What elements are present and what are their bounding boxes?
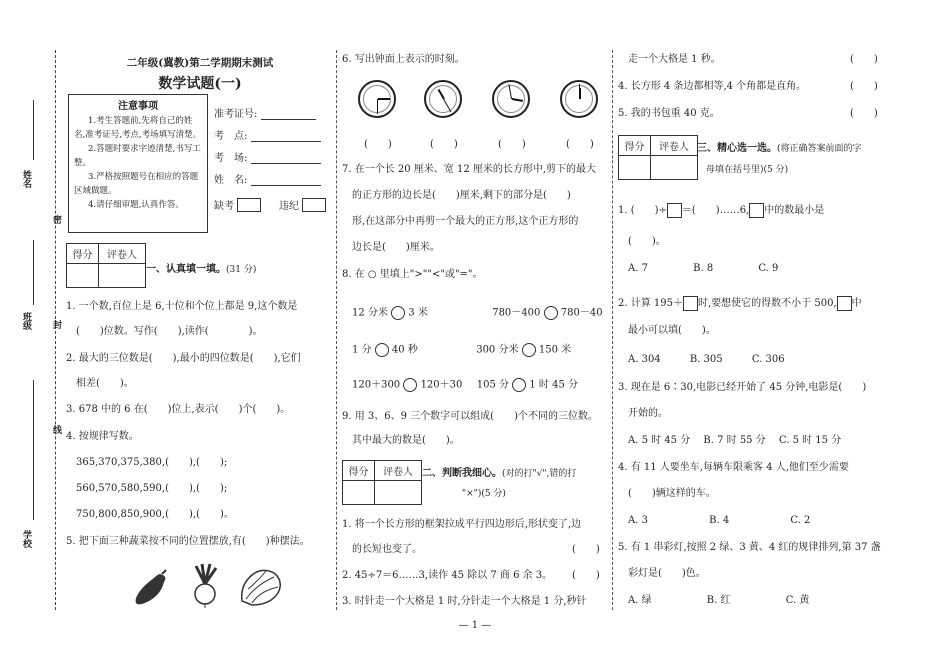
cmp-row: 12 分米 3 米 780－400 780－40 bbox=[352, 307, 603, 319]
page-number: — 1 — bbox=[458, 620, 492, 631]
option-a[interactable]: A. 7 bbox=[628, 263, 648, 274]
option-c[interactable]: C. 306 bbox=[751, 354, 785, 365]
column-divider-1 bbox=[336, 50, 337, 610]
c2-j3: 3. 时针走一个大格是 1 时,分针走一个大格是 1 分,秒针 bbox=[342, 596, 587, 607]
compare-circle[interactable] bbox=[403, 378, 417, 392]
option-c[interactable]: C. 2 bbox=[790, 515, 811, 526]
exam-no-label: 准考证号: bbox=[214, 109, 258, 120]
c3-c2a: 2. 计算 195＋ 时,要想使它的得数不小于 500, 中 bbox=[618, 298, 862, 309]
score-cell[interactable] bbox=[343, 481, 375, 504]
s1-q5: 5. 把下面三种蔬菜按不同的位置摆放,有( )种摆法。 bbox=[66, 536, 310, 547]
s1-q4: 4. 按规律写数。 bbox=[66, 431, 139, 442]
cmp-row: 120＋300 120＋30 105 分 1 时 45 分 bbox=[352, 379, 579, 391]
option-b[interactable]: B. 7 时 55 分 bbox=[703, 435, 766, 446]
side-class-line bbox=[33, 240, 34, 305]
section3-heading: 三、精心选一选。(将正确答案前面的字 bbox=[697, 143, 862, 154]
clock-icon bbox=[492, 80, 530, 118]
s1-q1a: 1. 一个数,百位上是 6,十位和个位上都是 9,这个数是 bbox=[66, 301, 298, 312]
clock-icon bbox=[560, 80, 598, 118]
clock-answer[interactable]: ( ) bbox=[566, 139, 594, 150]
clock-icon bbox=[424, 80, 462, 118]
option-c[interactable]: C. 5 时 15 分 bbox=[778, 435, 842, 446]
c3-c4-options bbox=[628, 514, 810, 528]
notice-item: 3.严格按照题号在相应的答题区域做题。 bbox=[74, 172, 199, 196]
c3-c3b: 开始的。 bbox=[628, 408, 668, 419]
notice-box bbox=[68, 94, 208, 233]
option-b[interactable]: B. 8 bbox=[693, 263, 714, 274]
score-box-2 bbox=[342, 460, 422, 505]
c2-q7d: 边长是( )厘米。 bbox=[352, 242, 440, 253]
name-label: 姓 名: bbox=[214, 175, 248, 186]
score-box-1 bbox=[66, 243, 146, 288]
side-xian: 线 bbox=[51, 425, 61, 434]
score-cell[interactable] bbox=[619, 156, 651, 179]
exam-subtitle: 数学试题(一) bbox=[158, 76, 242, 92]
c3-c3-options bbox=[628, 434, 841, 448]
answer-square[interactable] bbox=[837, 296, 852, 311]
answer-square[interactable] bbox=[683, 296, 698, 311]
notice-title: 注意事项 bbox=[118, 101, 158, 112]
c2-j1b: 的长短也变了。 bbox=[352, 544, 422, 555]
notice-item: 1.考生答题前,先将自己的姓名,准考证号,考点,考场填写清楚。 bbox=[74, 116, 202, 140]
c2-j2: 2. 45÷7＝6……3,读作 45 除以 7 商 6 余 3。 bbox=[342, 570, 553, 581]
compare-circle[interactable] bbox=[391, 306, 405, 320]
option-a[interactable]: A. 绿 bbox=[628, 595, 652, 606]
section3-heading-cont: 母填在括号里)(5 分) bbox=[706, 165, 789, 175]
c3-c1a: 1. ( )÷ ＝( )……6, 中的数最小是 bbox=[618, 205, 825, 216]
judge-paren[interactable]: ( ) bbox=[572, 570, 600, 581]
score-cell[interactable] bbox=[67, 264, 99, 287]
s1-q1b: ( )位数。写作( ),读作( )。 bbox=[76, 326, 263, 337]
s1-q4a: 365,370,375,380,( ),( ); bbox=[76, 457, 228, 468]
side-name-label: 姓名 bbox=[21, 170, 31, 188]
c3-j4: 4. 长方形 4 条边都相等,4 个角都是直角。 bbox=[618, 81, 807, 92]
compare-circle[interactable] bbox=[522, 343, 536, 357]
c3-j3b: 走一个大格是 1 秒。 bbox=[628, 54, 721, 65]
s1-q2a: 2. 最大的三位数是( ),最小的四位数是( ),它们 bbox=[66, 353, 301, 364]
judge-paren[interactable]: ( ) bbox=[850, 81, 878, 92]
eggplant-icon bbox=[132, 568, 172, 608]
site-field[interactable] bbox=[214, 120, 332, 142]
judge-paren[interactable]: ( ) bbox=[850, 108, 878, 119]
compare-circle[interactable] bbox=[375, 343, 389, 357]
c3-c5-options bbox=[628, 594, 809, 608]
s1-q4c: 750,800,850,900,( ),( )。 bbox=[76, 509, 234, 520]
c2-q7c: 形,在这部分中再剪一个最大的正方形,这个正方形的 bbox=[352, 216, 579, 227]
score-label: 得分 bbox=[67, 244, 99, 264]
side-name-line bbox=[33, 100, 34, 160]
score-label: 得分 bbox=[619, 136, 651, 156]
c2-q8: 8. 在 ○ 里填上">""<"或"="。 bbox=[342, 269, 483, 280]
answer-square[interactable] bbox=[667, 203, 682, 218]
option-b[interactable]: B. 4 bbox=[709, 515, 730, 526]
c2-q9b: 其中最大的数是( )。 bbox=[352, 435, 460, 446]
room-label: 考 场: bbox=[214, 153, 248, 164]
side-seal: 密 bbox=[51, 215, 61, 224]
clock-answer[interactable]: ( ) bbox=[498, 139, 526, 150]
s1-q3: 3. 678 中的 6 在( )位上,表示( )个( )。 bbox=[66, 404, 291, 415]
notice-item: 2.答题时要求字迹清楚,书写工整。 bbox=[74, 144, 201, 168]
c3-c1b: ( )。 bbox=[628, 236, 666, 247]
clock-answer[interactable]: ( ) bbox=[430, 139, 458, 150]
c2-q7a: 7. 在一个长 20 厘米、宽 12 厘米的长方形中,剪下的最大 bbox=[342, 164, 597, 175]
exam-no-field[interactable] bbox=[214, 98, 332, 120]
room-field[interactable] bbox=[214, 142, 332, 164]
clock-answer[interactable]: ( ) bbox=[364, 139, 392, 150]
side-school-line bbox=[33, 380, 34, 520]
side-school-label: 学校 bbox=[21, 530, 31, 548]
candidate-fields bbox=[214, 98, 332, 212]
option-a[interactable]: A. 304 bbox=[628, 354, 661, 365]
site-label: 考 点: bbox=[214, 131, 248, 142]
absent-box[interactable] bbox=[237, 198, 261, 212]
c2-q7b: 的正方形的边长是( )厘米,剩下的部分是( ) bbox=[352, 190, 571, 201]
c3-c1-options bbox=[628, 262, 778, 276]
radish-icon bbox=[188, 562, 222, 608]
compare-circle[interactable] bbox=[544, 306, 558, 320]
grader-label: 评卷人 bbox=[651, 136, 697, 156]
grader-label: 评卷人 bbox=[375, 461, 421, 481]
option-a[interactable]: A. 3 bbox=[628, 515, 648, 526]
c2-q6: 6. 写出钟面上表示的时刻。 bbox=[342, 54, 465, 65]
binding-line bbox=[55, 50, 56, 610]
section1-heading: 一、认真填一填。(31 分) bbox=[146, 264, 257, 275]
grader-cell[interactable] bbox=[651, 156, 697, 179]
option-a[interactable]: A. 5 时 45 分 bbox=[628, 435, 691, 446]
judge-paren[interactable]: ( ) bbox=[850, 54, 878, 65]
cmp-row: 1 分 40 秒 300 分米 150 米 bbox=[352, 344, 572, 356]
compare-circle[interactable] bbox=[512, 378, 526, 392]
c3-c5b: 彩灯是( )色。 bbox=[628, 568, 706, 579]
section2-heading: 二、判断我细心。(对的打"√",错的打 bbox=[422, 468, 577, 479]
section2-heading-cont: "×")(5 分) bbox=[462, 489, 506, 499]
grader-label: 评卷人 bbox=[99, 244, 145, 264]
option-c[interactable]: C. 黄 bbox=[785, 595, 810, 606]
absent-label: 缺考 bbox=[214, 201, 234, 212]
option-b[interactable]: B. 305 bbox=[689, 354, 723, 365]
name-field[interactable] bbox=[214, 164, 332, 186]
side-feng: 封 bbox=[51, 320, 61, 329]
judge-paren[interactable]: ( ) bbox=[572, 544, 600, 555]
absent-violation-row bbox=[214, 186, 332, 212]
c2-q9a: 9. 用 3、6、9 三个数字可以组成( )个不同的三位数。 bbox=[342, 411, 598, 422]
c3-c3a: 3. 现在是 6∶30,电影已经开始了 45 分钟,电影是( ) bbox=[618, 382, 867, 393]
option-c[interactable]: C. 9 bbox=[758, 263, 779, 274]
c3-c4b: ( )辆这样的车。 bbox=[628, 488, 716, 499]
score-label: 得分 bbox=[343, 461, 375, 481]
c3-c2-options bbox=[628, 353, 785, 367]
side-class-label: 班级 bbox=[21, 312, 31, 330]
option-b[interactable]: B. 红 bbox=[706, 595, 731, 606]
score-box-3 bbox=[618, 135, 698, 180]
c2-j1a: 1. 将一个长方形的框架拉成平行四边形后,形状变了,边 bbox=[342, 519, 582, 530]
s1-q2b: 相差( )。 bbox=[76, 378, 134, 389]
answer-square[interactable] bbox=[749, 203, 764, 218]
grader-cell[interactable] bbox=[375, 481, 421, 504]
column-divider-2 bbox=[612, 50, 613, 610]
violation-box[interactable] bbox=[302, 198, 326, 212]
violation-label: 违纪 bbox=[279, 201, 299, 212]
c3-c4a: 4. 有 11 人要坐车,每辆车限乘客 4 人,他们至少需要 bbox=[618, 462, 849, 473]
cabbage-icon bbox=[238, 565, 284, 607]
c3-j5: 5. 我的书包重 40 克。 bbox=[618, 108, 720, 119]
grader-cell[interactable] bbox=[99, 264, 145, 287]
clock-icon bbox=[358, 80, 396, 118]
c3-c5a: 5. 有 1 串彩灯,按照 2 绿、3 黄、4 红的规律排列,第 37 盏 bbox=[618, 542, 881, 553]
notice-item: 4.请仔细审题,认真作答。 bbox=[88, 200, 184, 210]
exam-title: 二年级(冀教)第二学期期末测试 bbox=[126, 57, 274, 69]
s1-q4b: 560,570,580,590,( ),( ); bbox=[76, 483, 228, 494]
c3-c2b: 最小可以填( )。 bbox=[628, 325, 716, 336]
